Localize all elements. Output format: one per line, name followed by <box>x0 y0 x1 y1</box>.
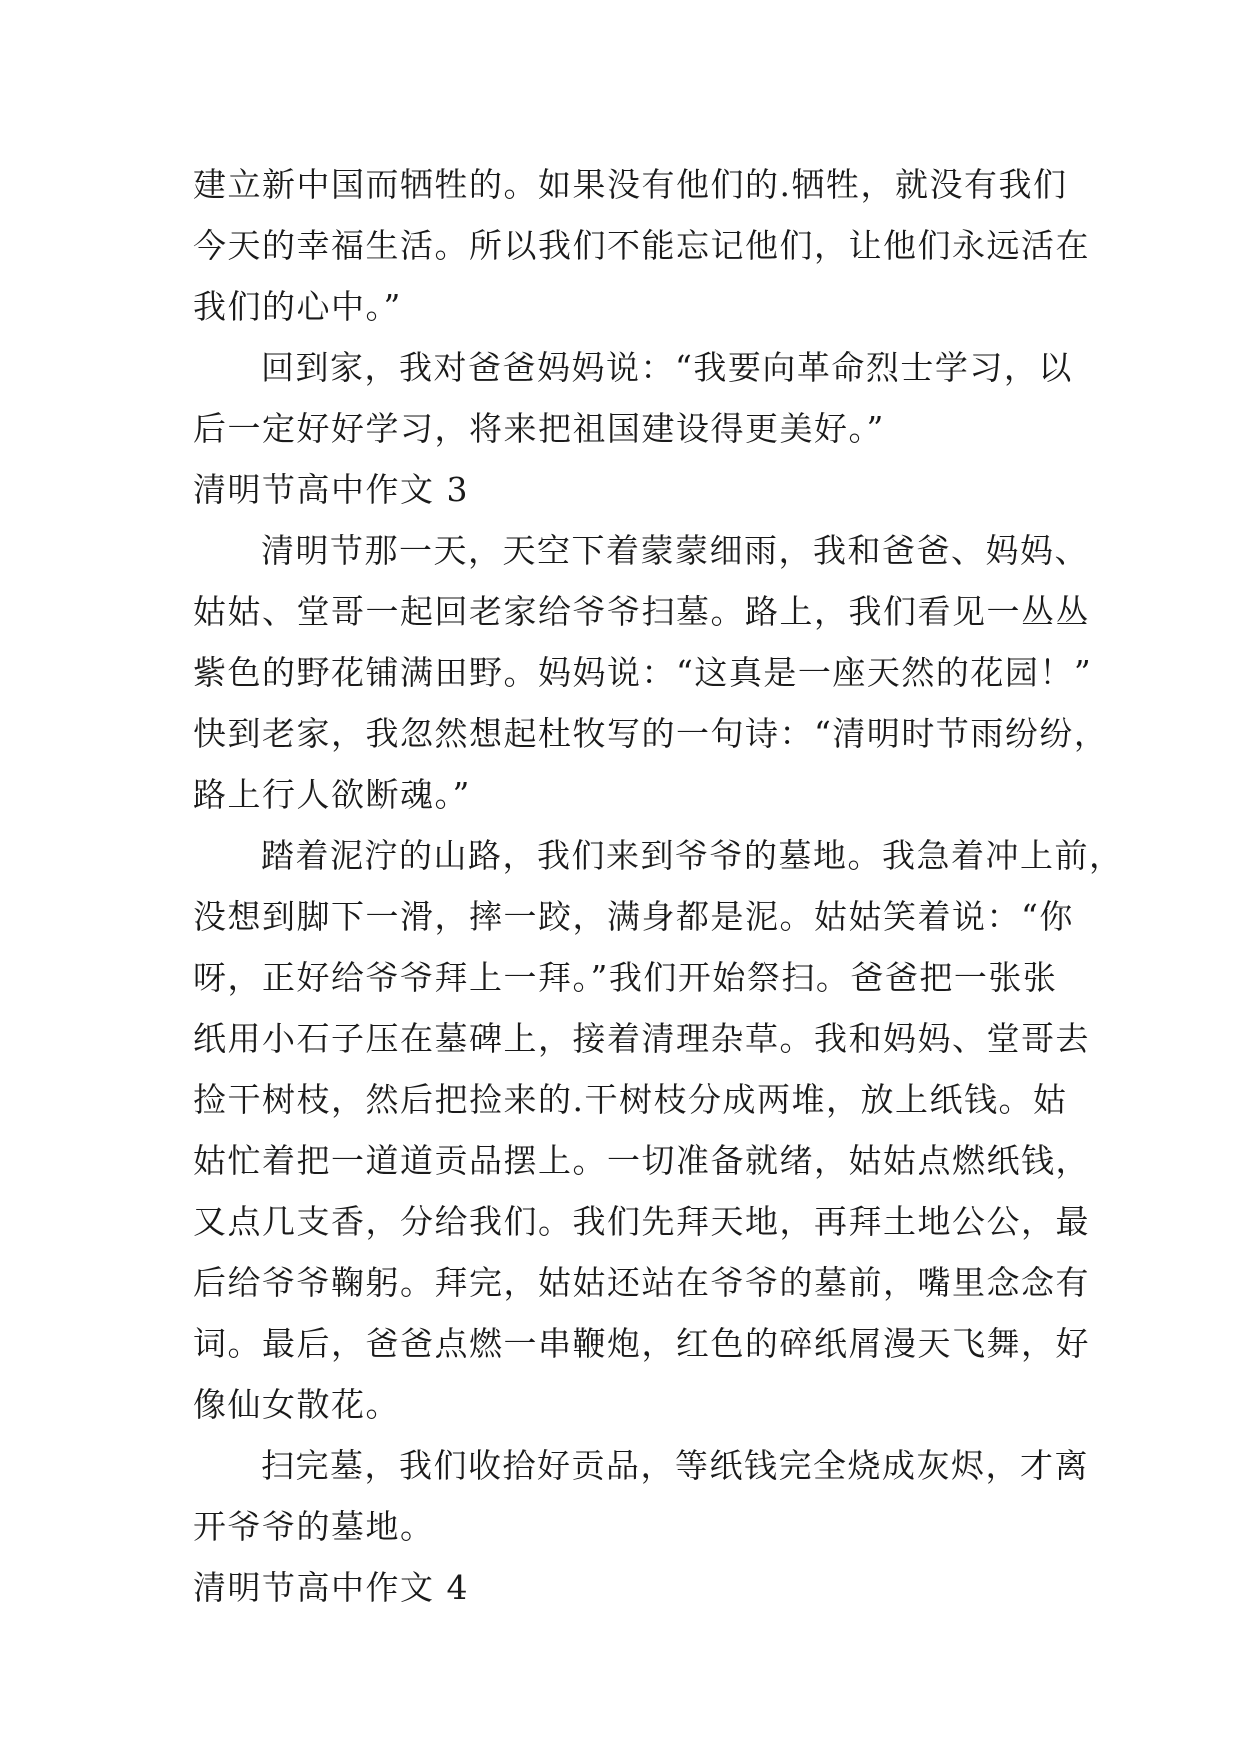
text-line: 词。最后，爸爸点燃一串鞭炮，红色的碎纸屑漫天飞舞，好 <box>193 1324 1090 1363</box>
text-line: 像仙女散花。 <box>193 1385 400 1424</box>
paragraph-2 <box>193 337 1073 459</box>
text-line: 踏着泥泞的山路，我们来到爷爷的墓地。我急着冲上前， <box>261 836 1124 875</box>
text-line: 姑姑、堂哥一起回老家给爷爷扫墓。路上，我们看见一丛丛 <box>193 592 1090 631</box>
text-line: 呀，正好给爷爷拜上一拜。”我们开始祭扫。爸爸把一张张 <box>193 958 1058 997</box>
text-line: 快到老家，我忽然想起杜牧写的一句诗：“清明时节雨纷纷， <box>193 714 1109 753</box>
text-line: 路上行人欲断魂。” <box>193 775 471 814</box>
text-line: 又点几支香，分给我们。我们先拜天地，再拜土地公公，最 <box>193 1202 1090 1241</box>
paragraph-4 <box>193 825 1124 1435</box>
text-line: 建立新中国而牺牲的。如果没有他们的.牺牲，就没有我们 <box>193 165 1068 204</box>
paragraph-3 <box>193 520 1109 825</box>
text-line: 扫完墓，我们收拾好贡品，等纸钱完全烧成灰烬，才离 <box>261 1446 1089 1485</box>
text-line: 纸用小石子压在墓碑上，接着清理杂草。我和妈妈、堂哥去 <box>193 1019 1090 1058</box>
text-line: 没想到脚下一滑，摔一跤，满身都是泥。姑姑笑着说：“你 <box>193 897 1074 936</box>
text-line: 清明节那一天，天空下着蒙蒙细雨，我和爸爸、妈妈、 <box>261 531 1089 570</box>
text-line: 我们的心中。” <box>193 287 402 326</box>
text-line: 姑忙着把一道道贡品摆上。一切准备就绪，姑姑点燃纸钱， <box>193 1141 1090 1180</box>
text-line: 今天的幸福生活。所以我们不能忘记他们，让他们永远活在 <box>193 226 1090 265</box>
section-heading-3: 清明节高中作文 3 <box>193 470 469 509</box>
text-line: 后给爷爷鞠躬。拜完，姑姑还站在爷爷的墓前，嘴里念念有 <box>193 1263 1090 1302</box>
text-line: 捡干树枝，然后把捡来的.干树枝分成两堆，放上纸钱。姑 <box>193 1080 1068 1119</box>
text-line: 开爷爷的墓地。 <box>193 1507 435 1546</box>
paragraph-1 <box>193 154 1090 337</box>
text-line: 紫色的野花铺满田野。妈妈说：“这真是一座天然的花园！” <box>193 653 1093 692</box>
text-line: 后一定好好学习，将来把祖国建设得更美好。” <box>193 409 885 448</box>
paragraph-5 <box>193 1435 1089 1557</box>
section-heading-4: 清明节高中作文 4 <box>193 1568 469 1607</box>
document-body <box>193 154 1124 1618</box>
text-line: 回到家，我对爸爸妈妈说：“我要向革命烈士学习，以 <box>261 348 1073 387</box>
